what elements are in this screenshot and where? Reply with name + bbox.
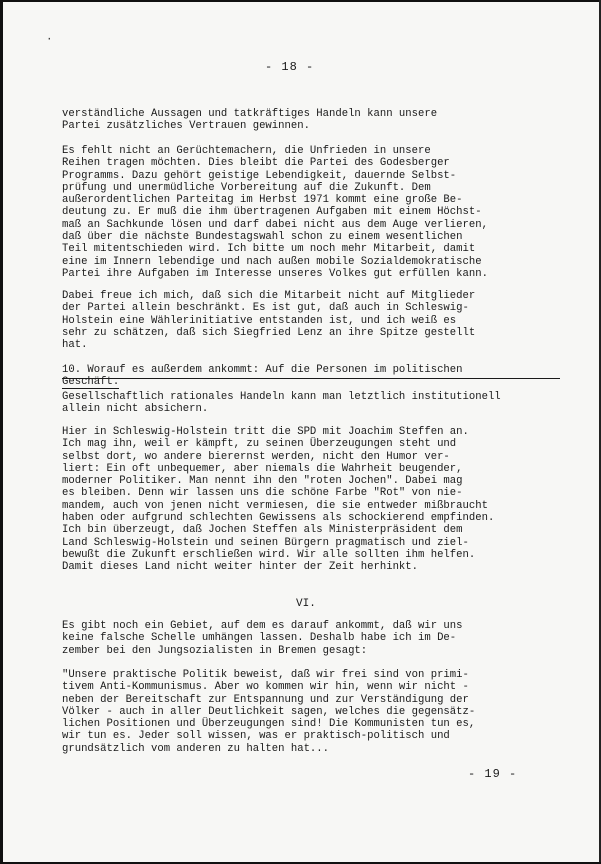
scan-border-left xyxy=(0,0,3,864)
section-heading-line-2-text: Geschäft. xyxy=(62,376,120,388)
page-number-top: - 18 - xyxy=(265,60,315,74)
page-number-bottom: - 19 - xyxy=(468,767,518,781)
scan-border-top xyxy=(0,0,601,2)
paragraph-6: Es gibt noch ein Gebiet, auf dem es darauf ankommt, daß wir uns keine falsche Schelle umhängen lassen. Deshalb habe ich im De- zember bei den Jungsozialisten in Bremen gesagt: xyxy=(62,620,463,657)
paragraph-1: verständliche Aussagen und tatkräftiges Handeln kann unsere Partei zusätzliches Vertrauen gewinnen. xyxy=(62,108,438,133)
section-numeral: VI. xyxy=(296,598,316,610)
corner-mark: · xyxy=(46,34,53,46)
heading-rule xyxy=(62,378,560,379)
paragraph-5: Hier in Schleswig-Holstein tritt die SPD mit Joachim Steffen an. Ich mag ihn, weil er kämpft, zu seinen Überzeugungen steht und selbst dort, wo andere bierernst werden, nicht den Humor ver- liert: Ein oft unbequemer, aber niemals die Wahrheit beugender, moderner Politiker. Man nennt ihn den "roten Jochen". Dabei mag es bleiben. Denn wir lassen uns die schöne Farbe "Rot" von nie- mandem, auch von jenen nicht vermiesen, die sie entweder mißbraucht haben oder aufgrund schlechten Gewissens als schockierend empfinden. Ich bin überzeugt, daß Jochen Steffen als Ministerpräsident dem Land Schleswig-Holstein und seinen Bürgern pragmatisch und ziel- bewußt die Zukunft erschließen wird. Wir alle sollten ihm helfen. Damit dieses Land nicht weiter hinter der Zeit herhinkt. xyxy=(62,426,495,574)
quote-paragraph: "Unsere praktische Politik beweist, daß wir frei sind von primi- tivem Anti-Kommunismus. Aber wo kommen wir hin, wenn wir nicht - neben der Bereitschaft zur Entspannung und zur Verständigung der Völker - auch in aller Deutlichkeit sagen, welches die gegensätz- lichen Positionen und Überzeugungen sind! Die Kommunisten tun es, wir tun es. Jeder soll wissen, was er praktisch-politisch und grundsätzlich vom anderen zu halten hat... xyxy=(62,669,476,755)
paragraph-4: Gesellschaftlich rationales Handeln kann man letztlich institutionell allein nicht absichern. xyxy=(62,391,501,416)
paragraph-3: Dabei freue ich mich, daß sich die Mitarbeit nicht auf Mitglieder der Partei allein beschränkt. Es ist gut, daß auch in Schleswig- Holstein eine Wählerinitiative entstanden ist, und ich weiß es sehr zu schätzen, daß sich Siegfried Lenz an ihre Spitze gestellt hat. xyxy=(62,290,476,352)
section-heading-line-1: 10. Worauf es außerdem ankommt: Auf die Personen im politischen xyxy=(62,364,463,376)
section-heading-line-2 xyxy=(62,376,119,388)
paragraph-2: Es fehlt nicht an Gerüchtemachern, die Unfrieden in unsere Reihen tragen möchten. Dies bleibt die Partei des Godesberger Programms. Dazu gehört geistige Lebendigkeit, dauernde Selbst- prüfung und unermüdliche Vorbereitung auf die Zukunft. Dem außerordentlichen Parteitag im Herbst 1971 kommt eine große Be- deutung zu. Er muß die ihm übertragenen Aufgaben mit einem Höchst- maß an Sachkunde lösen und darf dabei nicht aus dem Auge verlieren, daß über die nächste Bundestagswahl schon zu einem wesentlichen Teil mitentschieden wird. Ich bitte um noch mehr Mitarbeit, damit eine im Innern lebendige und nach außen mobile Sozialdemokratische Partei ihre Aufgaben im Interesse unseres Volkes gut erfüllen kann. xyxy=(62,145,488,280)
